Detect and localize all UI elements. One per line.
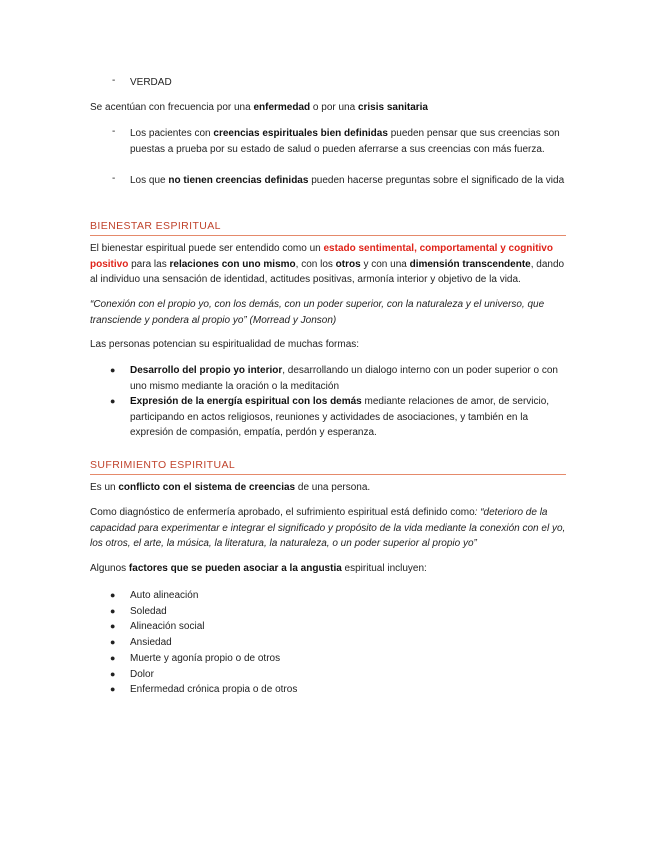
bullet-marker: ● (110, 396, 116, 406)
text: o por una (310, 102, 358, 113)
quote (90, 297, 566, 328)
text: , dando al individuo una sensación de identidad, actitudes positivas, armonía interior y objetivo de la vida. (90, 258, 565, 285)
list-item-text: Ansiedad (130, 637, 172, 648)
text: pueden pensar que sus creencias son puestas a prueba por su estado de salud o pueden aferrarse a sus creencias con más fuerza. (130, 128, 560, 155)
list-item-text (130, 394, 566, 441)
bold-text: no tienen creencias definidas (168, 175, 309, 186)
paragraph (90, 100, 566, 116)
dash-marker: - (112, 75, 116, 86)
list-item-text: Alineación social (130, 621, 205, 632)
bullet-marker: ● (110, 669, 116, 679)
bold-text: Desarrollo del propio yo interior (130, 365, 283, 376)
bullet-marker: ● (110, 653, 116, 663)
text: y con una (360, 258, 410, 270)
list-item-text (130, 363, 566, 394)
list-item (90, 588, 566, 604)
text: Es un (90, 482, 119, 493)
list-item-text: Muerte y agonía propio o de otros (130, 653, 281, 664)
list-item (90, 173, 566, 189)
bold-text: relaciones con uno mismo (169, 258, 296, 270)
bold-text: conflicto con el sistema de creencias (118, 482, 296, 493)
text: de una persona. (295, 482, 371, 493)
list-item (90, 394, 566, 441)
list-item-text: Auto alineación (130, 590, 199, 601)
text: para las (128, 258, 170, 270)
paragraph: Las personas potencian su espiritualidad de muchas formas: (90, 339, 360, 350)
list-item (90, 667, 566, 683)
text: Los que (130, 175, 169, 186)
italic-text: : “deterioro de la capacidad para experimentar e integrar el significado y propósito de la vida mediante la conexión con el yo, los otros, el arte, la música, la literatura, la naturaleza, o un poder superior al propio yo” (90, 507, 566, 549)
list-item-text: Enfermedad crónica propia o de otros (130, 684, 298, 695)
italic-text: “Conexión con el propio yo, con los demás, con un poder superior, con la naturaleza y el universo, que transciende y pondera al propio yo” (Morread y Jonson) (90, 299, 545, 326)
list-item (90, 635, 566, 651)
paragraph (90, 480, 566, 496)
text: Como diagnóstico de enfermería aprobado, el sufrimiento espiritual está definido como (90, 507, 475, 518)
list-item (90, 75, 566, 91)
list-item (90, 604, 566, 620)
bold-text: enfermedad (253, 102, 311, 113)
bold-text: otros (335, 258, 361, 270)
dash-marker: - (112, 173, 116, 184)
list-item-text (130, 126, 566, 157)
text: Algunos (90, 563, 129, 574)
bold-text: crisis sanitaria (357, 102, 428, 113)
text: , desarrollando un dialogo interno con un poder superior o con uno mismo mediante la oración o la meditación (130, 365, 558, 392)
list-item (90, 651, 566, 667)
bold-text: dimensión transcendente (409, 258, 531, 270)
section-heading: SUFRIMIENTO ESPIRITUAL (90, 459, 566, 475)
bullet-marker: ● (110, 621, 116, 631)
text: mediante relaciones de amor, de servicio, participando en actos religiosos, reuniones y actividades de asociaciones, y también en la expresión de compasión, empatía, perdón y esperanza. (130, 396, 550, 438)
section-heading: BIENESTAR ESPIRITUAL (90, 220, 566, 236)
text: El bienestar espiritual puede ser entendido como un (90, 243, 324, 254)
highlight-text: estado sentimental, comportamental y cognitivo positivo (90, 243, 553, 270)
list-item-text: VERDAD (130, 77, 172, 88)
bullet-marker: ● (110, 684, 116, 694)
bold-text: Expresión de la energía espiritual con los demás (130, 396, 362, 407)
list-item (90, 619, 566, 635)
text: Los pacientes con (130, 128, 214, 139)
dash-marker: - (112, 126, 116, 137)
bullet-marker: ● (110, 606, 116, 616)
bold-text: creencias espirituales bien definidas (213, 128, 388, 139)
text: , con los (295, 258, 336, 270)
list-item (90, 682, 566, 698)
text: Se acentúan con frecuencia por una (90, 102, 254, 113)
bullet-marker: ● (110, 590, 116, 600)
paragraph (90, 241, 566, 288)
list-item-text: Soledad (130, 606, 167, 617)
bullet-marker: ● (110, 365, 116, 375)
list-item-text: Dolor (130, 669, 154, 680)
paragraph (90, 561, 566, 577)
list-item (90, 126, 566, 157)
bullet-marker: ● (110, 637, 116, 647)
list-item (90, 363, 566, 394)
bold-text: factores que se pueden asociar a la angustia (128, 563, 342, 574)
text: pueden hacerse preguntas sobre el significado de la vida (308, 175, 565, 186)
list-item-text (130, 173, 566, 189)
text: espiritual incluyen: (341, 563, 427, 574)
paragraph (90, 505, 566, 552)
